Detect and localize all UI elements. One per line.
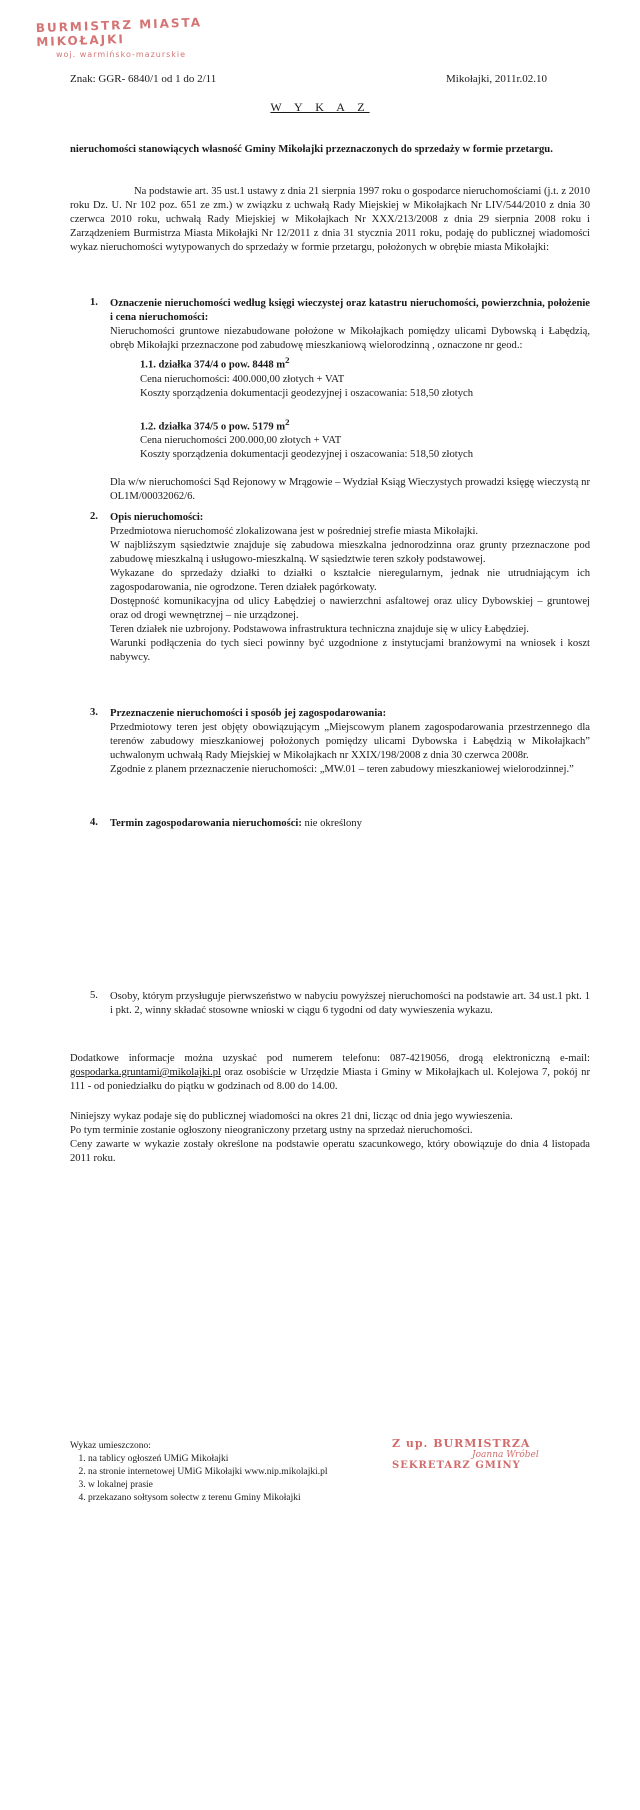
closing-notes bbox=[70, 1110, 590, 1166]
section-2-heading: Opis nieruchomości: bbox=[110, 512, 204, 523]
email-link[interactable]: gospodarka.gruntami@mikolajki.pl bbox=[70, 1067, 221, 1078]
section-3-para: Przedmiotowy teren jest objęty obowiązującym „Miejscowym planem zagospodarowania przestrzennego dla terenów zabudowy mieszkaniowej położonych pomiędzy ulicami Dybowska i Łabędzią w Mikołajkach” uchwalonym uchwałą Rady Miejskiej w Mikołajkach nr XXIX/198/2008 z dnia 30 czerwca 2008r. bbox=[110, 722, 590, 761]
stamp-line-2: woj. warmińsko-mazurskie bbox=[56, 50, 187, 59]
section-2-para: W najbliższym sąsiedztwie znajduje się zabudowa mieszkalna jednorodzinna oraz grunty przeznaczone pod zabudowę mieszkalną i usługowo-mieszkalną. W sąsiedztwie teren szkoły podstawowej. bbox=[110, 540, 590, 565]
document-title: W Y K A Z bbox=[270, 100, 370, 114]
parcel-1-label: 1.1. działka 374/4 o pow. 8448 $m^2$ bbox=[140, 355, 290, 371]
place-date: Mikołajki, 2011r.02.10 bbox=[446, 73, 548, 85]
parcel-2-price: Cena nieruchomości 200.000,00 złotych + VAT bbox=[140, 435, 342, 447]
section-2-para: Dostępność komunikacyjna od ulicy Łabędziej o nawierzchni asfaltowej oraz ulicy Dybowskiej – gruntowej oraz od drogi wewnętrznej – nie urządzonej. bbox=[110, 596, 590, 621]
section-3-number: 3. bbox=[90, 707, 98, 718]
signature-stamp bbox=[392, 1437, 592, 1493]
stamp-line-1: BURMISTRZ MIASTA MIKOŁAJKI bbox=[35, 15, 203, 50]
section-3-para: Zgodnie z planem przeznaczenie nieruchomości: „MW.01 – teren zabudowy mieszkaniowej wielorodzinnej.” bbox=[110, 764, 574, 775]
placement-item: 3. w lokalnej prasie bbox=[88, 1479, 400, 1492]
section-2-number: 2. bbox=[90, 511, 98, 522]
section-5-text: Osoby, którym przysługuje pierwszeństwo w nabyciu powyższej nieruchomości na podstawie art. 34 ust.1 pkt. 1 i pkt. 2, winny składać stosowne wnioski w ciągu 6 tygodni od daty wywieszenia wykazu. bbox=[110, 991, 590, 1016]
office-stamp bbox=[35, 15, 216, 60]
section-4-number: 4. bbox=[90, 817, 98, 828]
signature-name: Joanna Wróbel bbox=[472, 1450, 539, 1460]
section-4-value: nie określony bbox=[301, 818, 362, 829]
parcel-2-label: 1.2. działka 374/5 o pow. 5179 $m^2$ bbox=[140, 416, 290, 433]
section-3-heading: Przeznaczenie nieruchomości i sposób jej zagospodarowania: bbox=[110, 708, 387, 719]
parcel-2-cost: Koszty sporządzenia dokumentacji geodezyjnej i oszacowania: 518,50 złotych bbox=[140, 449, 473, 461]
signature-stamp-line-2: SEKRETARZ GMINY bbox=[392, 1460, 521, 1471]
placement-item: 4. przekazano sołtysom sołectw z terenu Gminy Mikołajki bbox=[88, 1492, 400, 1505]
parcel-2 bbox=[140, 415, 590, 463]
placement-item: 2. na stronie internetowej UMiG Mikołajki www.nip.mikolajki.pl bbox=[88, 1466, 400, 1479]
document-subtitle: nieruchomości stanowiących własność Gminy Mikołajki przeznaczonych do sprzedaży w formie przetargu. bbox=[70, 144, 553, 155]
contact-info: Dodatkowe informacje można uzyskać pod numerem telefonu: 087-4219056, drogą elektroniczną e-mail: gospodarka.gruntami@mikolajki.pl oraz osobiście w Urzędzie Miasta i Gminy w Mikołajkach ul. Kolejowa 7, pokój nr 111 - od poniedziałku do piątku w godzinach od 8.00 do 14.00. bbox=[70, 1053, 590, 1092]
closing-line: Niniejszy wykaz podaje się do publicznej wiadomości na okres 21 dni, licząc od dnia jego wywieszenia. bbox=[70, 1111, 513, 1122]
placement-heading: Wykaz umieszczono: bbox=[70, 1441, 151, 1451]
section-5-number: 5. bbox=[90, 990, 98, 1001]
placement-item: 1. na tablicy ogłoszeń UMiG Mikołajki bbox=[88, 1453, 400, 1466]
section-1-heading: Oznaczenie nieruchomości według księgi wieczystej oraz katastru nieruchomości, powierzchnia, położenie i cena nieruchomości: bbox=[110, 298, 590, 323]
section-2 bbox=[110, 511, 590, 665]
section-2-para: Teren działek nie uzbrojony. Podstawowa infrastruktura techniczna znajduje się w ulicy Łabędziej. bbox=[110, 624, 529, 635]
section-2-para: Warunki podłączenia do tych sieci powinny być uzgodnione z instytucjami branżowymi na wniosek i koszt nabywcy. bbox=[110, 638, 590, 663]
section-1-number: 1. bbox=[90, 297, 98, 308]
closing-line: Po tym terminie zostanie ogłoszony nieograniczony przetarg ustny na sprzedaż nieruchomości. bbox=[70, 1125, 473, 1136]
parcel-1 bbox=[140, 353, 590, 401]
section-3 bbox=[110, 707, 590, 777]
section-4-heading: Termin zagospodarowania nieruchomości: bbox=[110, 818, 302, 829]
parcel-1-price: Cena nieruchomości: 400.000,00 złotych + VAT bbox=[140, 373, 345, 385]
parcel-1-cost: Koszty sporządzenia dokumentacji geodezyjnej i oszacowania: 518,50 złotych bbox=[140, 387, 473, 399]
signature-stamp-line-1: Z up. BURMISTRZA bbox=[392, 1437, 531, 1450]
section-2-para: Przedmiotowa nieruchomość zlokalizowana jest w pośredniej strefie miasta Mikołajki. bbox=[110, 526, 479, 537]
closing-line: Ceny zawarte w wykazie zostały określone na podstawie operatu szacunkowego, który obowiązuje do dnia 4 listopada 2011 roku. bbox=[70, 1139, 590, 1164]
intro-paragraph: Na podstawie art. 35 ust.1 ustawy z dnia 21 sierpnia 1997 roku o gospodarce nieruchomościami (j.t. z 2010 roku Dz. U. Nr 102 poz. 651 ze zm.) w związku z uchwałą Rady Miejskiej w Mikołajkach Nr LIV/544/2010 z dnia 30 czerwca 2010 roku, uchwałą Rady Miejskiej w Mikołajkach Nr XXX/213/2008 z dnia 29 sierpnia 2008 roku i Zarządzeniem Burmistrza Miasta Mikołajki Nr 12/2011 z dnia 31 stycznia 2011 roku, podaję do publicznej wiadomości wykaz nieruchomości wytypowanych do sprzedaży w formie przetargu, położonych w obrębie miasta Mikołajki: bbox=[70, 186, 590, 253]
section-2-para: Wykazane do sprzedaży działki to działki o kształcie nieregularnym, jednak nie utrudniającym ich zagospodarowania, nie ogrodzone. Teren działek pagórkowaty. bbox=[110, 568, 590, 593]
section-1 bbox=[110, 297, 590, 504]
section-1-text: Nieruchomości gruntowe niezabudowane położone w Mikołajkach pomiędzy ulicami Dybowską i Łabędzią, obręb Mikołajki przeznaczone pod zabudowę mieszkaniową wielorodzinną , oznaczone nr geod.: bbox=[110, 326, 590, 351]
placement-list bbox=[70, 1440, 400, 1505]
section-4 bbox=[110, 817, 590, 831]
reference-number: Znak: GGR- 6840/1 od 1 do 2/11 bbox=[70, 73, 217, 85]
land-register-note: Dla w/w nieruchomości Sąd Rejonowy w Mrągowie – Wydział Ksiąg Wieczystych prowadzi księgę wieczystą nr OL1M/00032062/6. bbox=[110, 477, 590, 503]
